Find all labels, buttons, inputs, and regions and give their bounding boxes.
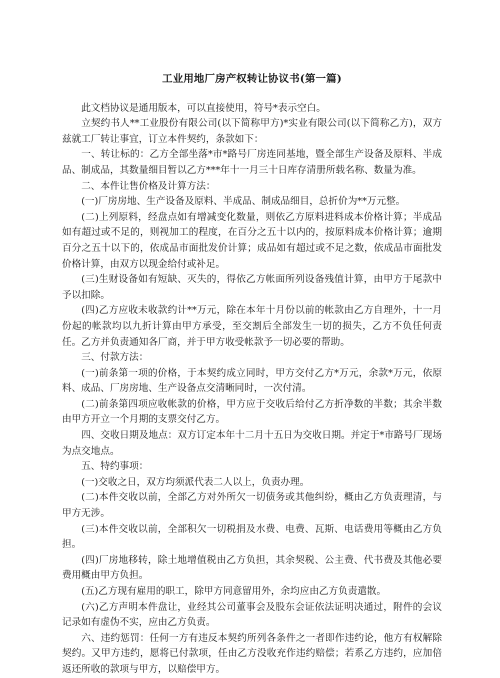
paragraph: (二)上列原料，经盘点如有增减变化数量，则依乙方原料进料成本价格计算；半成品如有超过或不足的，则视加工的程度，在百分之五十以内的，按原料成本价格计算；逾期百分之五十以下的，依成品市面批发价计算；成品如有超过或不足之数，依成品市面批发价格计算，由双方以现金给付或补足。 [62,211,442,270]
paragraph: (一)交收之日，双方均须派代表二人以上，负责办理。 [81,476,310,488]
paragraph: 此文档协议是通用版本，可以直接使用，符号*表示空白。 [81,102,326,114]
paragraph: (四)乙方应收未收款约计**万元，除在本年十月份以前的帐款由乙方自理外，十一月份起的帐款均以九折计算由甲方承受，至交割后全部发生一切的损失，乙方不负任何责任。乙方并负责通知各厂商，并于甲方收受帐款予一切必要的帮助。 [62,305,442,348]
paragraph: (二)前条第四项应收帐款的价格，甲方应于交收后给付乙方折净数的半数；其余半数由甲方开立一个月期的支票交付乙方。 [62,398,442,426]
section-heading: 二、本件让售价格及计算方法： [81,180,216,192]
paragraph: (二)本件交收以前，全部乙方对外所欠一切债务或其他纠纷，概由乙方负责理清，与甲方无涉。 [62,492,442,520]
paragraph: 立契约书人**工业股份有限公司(以下简称甲方)*实业有限公司(以下简称乙方)，双方兹就工厂转让事宜，订立本件契约，条款如下： [62,118,442,145]
paragraph: 一、转让标的：乙方全部坐落*市*路号厂房连同基地，暨全部生产设备及原料、半成品、制成品，其数量细目暂以乙方***年十一月三十日库存清册所载名称、数量为准。 [62,149,442,176]
paragraph: (四)厂房地移转，除土地增值税由乙方负担，其余契税、公主费、代书费及其他必要费用概由甲方负担。 [62,554,442,582]
paragraph: 六、违约惩罚：任何一方有违反本契约所列各条件之一者即作违约论，他方有权解除契约。又甲方违约，愿将已付款项，任由乙方没收充作违约赔偿；若系乙方违约，应加倍返还所收的款项与甲方，以赔偿甲方。 [62,632,442,675]
section-heading: 三、付款方法： [81,352,149,364]
paragraph: (一)厂房房地、生产设备及原料、半成品、制成品细目，总折价为**万元整。 [81,196,406,208]
section-heading: 五、特约事项： [81,461,149,473]
paragraph: (五)乙方现有雇用的职工，除甲方同意留用外，余均应由乙方负责遣散。 [81,586,387,597]
paragraph: (三)生财设备如有短缺、灭失的，得依乙方帐面所列设备残值计算，由甲方于尾款中予以扣除。 [62,274,442,301]
document-title: 工业用地厂房产权转让协议书(第一篇) [162,73,342,85]
document-body [62,101,442,678]
paragraph: (三)本件交收以前，全部积欠一切税捐及水费、电费、瓦斯、电话费用等概由乙方负担。 [62,523,442,551]
paragraph: (六)乙方声明本件盘让，业经其公司董事会及股东会证依法证明决通过，附件的会议记录如有虚伪不实，应由乙方负责。 [62,601,442,629]
paragraph: 四、交收日期及地点：双方订定本年十二月十五日为交收日期。并定于*市路号厂现场为点交地点。 [62,430,442,457]
paragraph: (一)前条第一项的价格，于本契约成立同时，甲方交付乙方*万元，余款*万元，依原料、成品、厂房房地、生产设备点交清晰同时，一次付清。 [62,367,442,395]
